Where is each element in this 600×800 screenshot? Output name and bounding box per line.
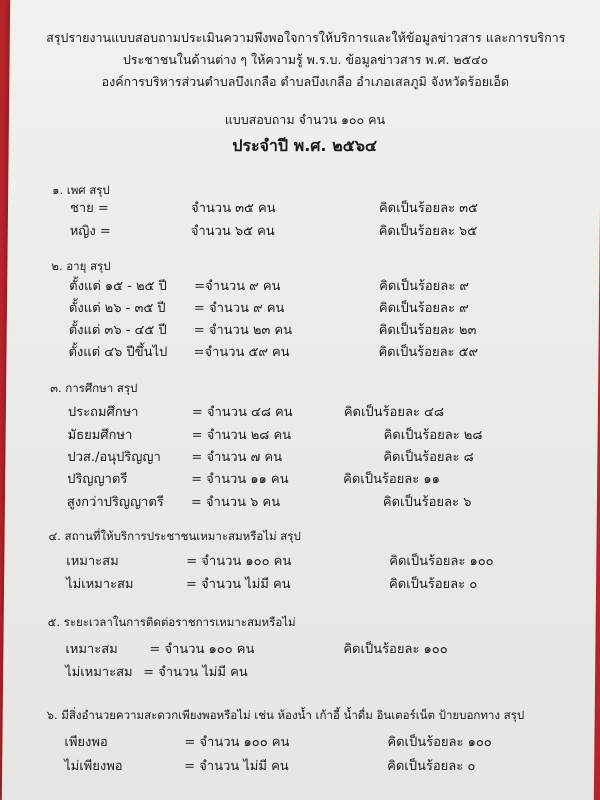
section-5-row-1-label: เหมาะสม bbox=[65, 642, 118, 657]
section-2-row-2-count: = จำนวน ๙ คน bbox=[193, 301, 285, 316]
section-1-row-2-percent: คิดเป็นร้อยละ ๖๕ bbox=[378, 224, 478, 239]
section-2-row-4-percent: คิดเป็นร้อยละ ๕๙ bbox=[378, 345, 479, 360]
section-5-row-2-count: = จำนวน ไม่มี คน bbox=[143, 665, 248, 680]
section-3-row-4-label: ปริญญาตรี bbox=[67, 472, 128, 487]
section-2-row-3-percent: คิดเป็นร้อยละ ๒๓ bbox=[378, 323, 477, 338]
section-3-row-5-percent: คิดเป็นร้อยละ ๖ bbox=[382, 495, 472, 510]
section-2-row-3-label: ตั้งแต่ ๓๖ - ๔๕ ปี bbox=[68, 323, 167, 338]
section-4-row-2-label: ไม่เหมาะสม bbox=[65, 577, 134, 592]
section-6-row-2-percent: คิดเป็นร้อยละ ๐ bbox=[387, 759, 476, 774]
section-2-row-2-percent: คิดเป็นร้อยละ ๙ bbox=[378, 301, 469, 316]
section-2-row-3-count: = จำนวน ๒๓ คน bbox=[193, 323, 293, 338]
section-3-row-1-percent: คิดเป็นร้อยละ ๔๘ bbox=[343, 405, 445, 420]
section-2-row-4-count: =จำนวน ๕๙ คน bbox=[193, 345, 290, 360]
section-2-row-1-count: =จำนวน ๙ คน bbox=[194, 279, 281, 294]
section-3-row-4-count: = จำนวน ๑๑ คน bbox=[191, 472, 289, 487]
section-2-title: ๒. อายุ สรุป bbox=[51, 259, 111, 273]
section-3-row-2-count: = จำนวน ๒๘ คน bbox=[191, 428, 292, 443]
section-1-row-2-label: หญิง = bbox=[69, 224, 111, 239]
section-3-row-5-label: สูงกว่าปริญญาตรี bbox=[66, 495, 164, 510]
section-2-row-2-label: ตั้งแต่ ๒๖ - ๓๕ ปี bbox=[68, 301, 166, 316]
document-page bbox=[2, 0, 600, 800]
section-4-row-2-percent: คิดเป็นร้อยละ ๐ bbox=[388, 577, 478, 592]
section-3-row-1-count: = จำนวน ๔๘ คน bbox=[191, 405, 293, 420]
section-1-row-1-label: ชาย = bbox=[69, 201, 109, 216]
survey-count: แบบสอบถาม จำนวน ๑๐๐ คน bbox=[224, 112, 386, 127]
section-3-row-2-percent: คิดเป็นร้อยละ ๒๘ bbox=[383, 428, 483, 443]
section-6-title: ๖. มีสิ่งอำนวยความสะดวกเพียงพอหรือไม่ เช่น ห้องน้ำ เก้าอี้ น้ำดื่ม อินเตอร์เน็ต ป้ายบอกทาง สรุป bbox=[46, 708, 525, 722]
header-line-1: สรุปรายงานแบบสอบถามประเมินความพึงพอใจการให้บริการและให้ข้อมูลข่าวสาร และการบริการ bbox=[46, 30, 566, 45]
section-4-row-1-percent: คิดเป็นร้อยละ ๑๐๐ bbox=[389, 554, 494, 569]
section-1-row-1-percent: คิดเป็นร้อยละ ๓๕ bbox=[378, 201, 479, 216]
section-3-row-3-count: = จำนวน ๗ คน bbox=[191, 450, 283, 465]
section-5-title: ๕. ระยะเวลาในการติดต่อราชการเหมาะสมหรือไม่ bbox=[47, 615, 296, 629]
section-6-row-2-count: = จำนวน ไม่มี คน bbox=[184, 759, 289, 774]
section-3-row-3-percent: คิดเป็นร้อยละ ๘ bbox=[383, 450, 474, 465]
section-6-row-1-count: = จำนวน ๑๐๐ คน bbox=[184, 735, 290, 750]
section-1-title: ๑. เพศ สรุป bbox=[52, 183, 110, 197]
report-year: ประจำปี พ.ศ. ๒๕๖๔ bbox=[232, 136, 378, 155]
header-line-2: ประชาชนในด้านต่าง ๆ ให้ความรู้ พ.ร.บ. ข้อมูลข่าวสาร พ.ศ. ๒๕๔๐ bbox=[122, 52, 489, 67]
section-4-title: ๔. สถานที่ให้บริการประชาชนเหมาะสมหรือไม่ สรุป bbox=[48, 529, 301, 543]
section-3-row-5-count: = จำนวน ๖ คน bbox=[190, 495, 281, 510]
section-5-row-1-percent: คิดเป็นร้อยละ ๑๐๐ bbox=[343, 642, 448, 657]
section-6-row-2-label: ไม่เพียงพอ bbox=[64, 759, 123, 774]
section-6-row-1-percent: คิดเป็นร้อยละ ๑๐๐ bbox=[387, 735, 492, 750]
section-5-row-2-label: ไม่เหมาะสม bbox=[65, 665, 133, 680]
section-3-row-3-label: ปวส./อนุปริญญา bbox=[67, 450, 161, 465]
section-2-row-1-percent: คิดเป็นร้อยละ ๙ bbox=[379, 279, 470, 294]
section-6-row-1-label: เพียงพอ bbox=[64, 735, 108, 750]
section-3-title: ๓. การศึกษา สรุป bbox=[50, 381, 138, 395]
section-3-row-4-percent: คิดเป็นร้อยละ ๑๑ bbox=[343, 472, 440, 487]
section-3-row-2-label: มัธยมศึกษา bbox=[67, 428, 133, 443]
section-2-row-1-label: ตั้งแต่ ๑๕ - ๒๕ ปี bbox=[69, 279, 167, 294]
section-5-row-1-count: = จำนวน ๑๐๐ คน bbox=[149, 642, 255, 657]
section-4-row-1-count: = จำนวน ๑๐๐ คน bbox=[186, 554, 292, 569]
section-1-row-2-count: จำนวน ๖๕ คน bbox=[190, 224, 275, 239]
section-2-row-4-label: ตั้งแต่ ๔๖ ปีขึ้นไป bbox=[68, 345, 168, 360]
section-1-row-1-count: จำนวน ๓๕ คน bbox=[190, 201, 276, 216]
section-3-row-1-label: ประถมศึกษา bbox=[67, 405, 139, 420]
section-4-row-1-label: เหมาะสม bbox=[66, 554, 119, 569]
header-line-3: องค์การบริหารส่วนตำบลบึงเกลือ ตำบลบึงเกลือ อำเภอเสลภูมิ จังหวัดร้อยเอ็ด bbox=[101, 74, 510, 89]
section-4-row-2-count: = จำนวน ไม่มี คน bbox=[185, 577, 291, 592]
